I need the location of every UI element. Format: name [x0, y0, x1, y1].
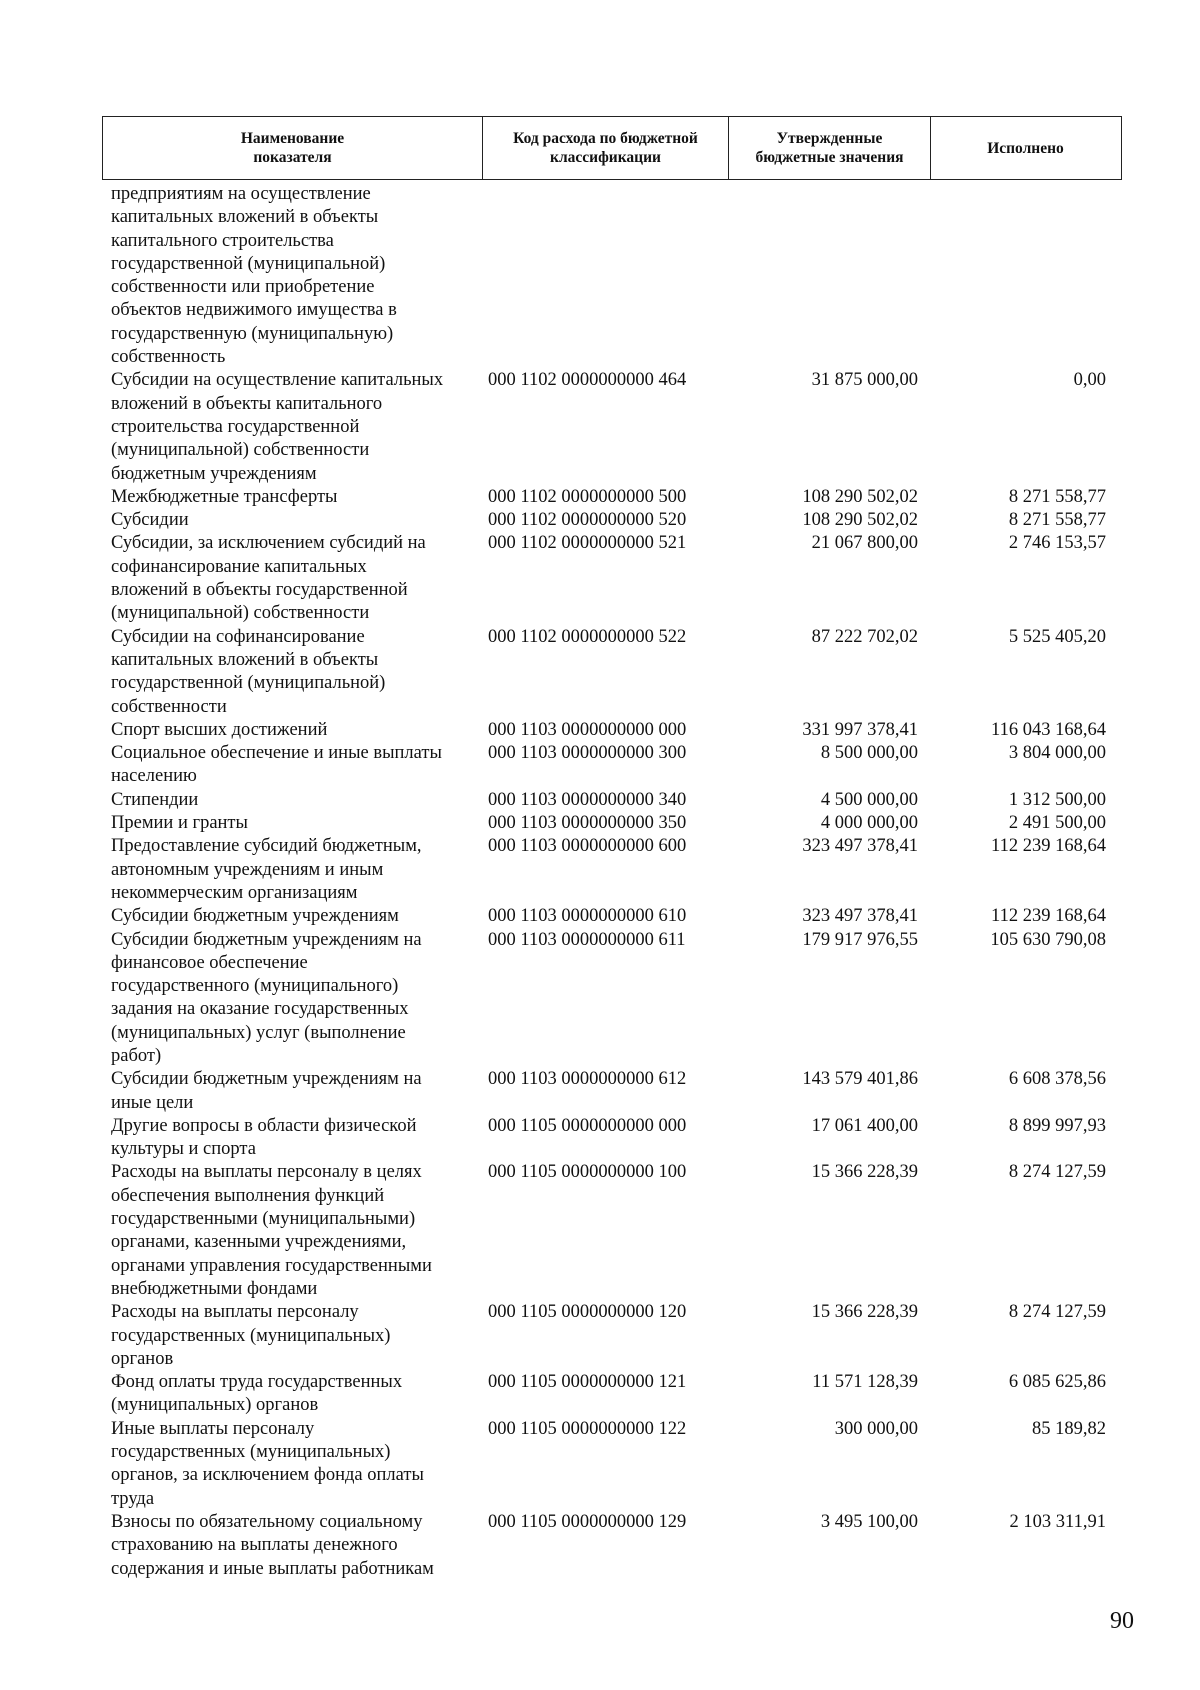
- row-name: Субсидии, за исключением субсидий на софинансирование капитальных вложений в объекты государственной (муниципальной) собственности: [111, 533, 426, 624]
- header-indicator-name: [103, 117, 483, 179]
- row-name: Спорт высших достижений: [111, 719, 328, 740]
- row-executed-value: [918, 183, 1106, 369]
- row-name: Субсидии бюджетным учреждениям на иные цели: [111, 1069, 422, 1113]
- table-row: [111, 719, 1121, 742]
- header-executed: [931, 117, 1120, 179]
- row-approved-value: 87 222 702,02: [811, 626, 918, 647]
- row-approved-value: 331 997 378,41: [802, 719, 918, 740]
- row-approved-value: 11 571 128,39: [812, 1372, 918, 1393]
- row-executed-value: 8 274 127,59: [1008, 1162, 1106, 1183]
- table-row: [111, 1371, 1121, 1418]
- table-row: [111, 1418, 1121, 1511]
- row-approved-value: 323 497 378,41: [802, 906, 918, 927]
- row-executed-value: 8 899 997,93: [1008, 1115, 1106, 1136]
- row-name: предприятиям на осуществление капитальных вложений в объекты капитального строительства государственной (муниципальной) собственности или приобретение объектов недвижимого имущества в государственную (муниципальную) собственность: [111, 184, 397, 368]
- row-budget-code: 000 1105 0000000000 000: [488, 1115, 687, 1136]
- row-approved-value: 31 875 000,00: [811, 370, 918, 391]
- row-budget-code: 000 1103 0000000000 000: [488, 719, 687, 740]
- row-name: Субсидии на софинансирование капитальных вложений в объекты государственной (муниципальной) собственности: [111, 626, 386, 717]
- table-row: [111, 1301, 1121, 1371]
- row-approved-value: 4 000 000,00: [820, 813, 918, 834]
- row-name: Премии и гранты: [111, 813, 248, 834]
- row-budget-code: 000 1102 0000000000 520: [488, 510, 687, 531]
- table-row: [111, 183, 1121, 369]
- row-approved-value: 143 579 401,86: [802, 1069, 918, 1090]
- row-approved-value: 8 500 000,00: [820, 743, 918, 764]
- table-row: [111, 369, 1121, 485]
- table-header: [102, 116, 1122, 180]
- header-approved-values: [729, 117, 931, 179]
- row-executed-value: 85 189,82: [1032, 1418, 1106, 1439]
- row-approved-value: 108 290 502,02: [802, 510, 918, 531]
- table-row: [111, 1068, 1121, 1115]
- header-approved-values-text: Утвержденные бюджетные значения: [755, 130, 904, 166]
- row-name: Расходы на выплаты персоналу государственных (муниципальных) органов: [111, 1302, 391, 1369]
- row-approved-value: 3 495 100,00: [820, 1511, 918, 1532]
- table-row: [111, 1115, 1121, 1162]
- row-executed-value: 1 312 500,00: [1008, 789, 1106, 810]
- row-approved-value: 323 497 378,41: [802, 836, 918, 857]
- row-executed-value: 112 239 168,64: [991, 906, 1106, 927]
- table-row: [111, 835, 1121, 905]
- table-row: [111, 532, 1121, 625]
- row-approved-value: 300 000,00: [834, 1418, 918, 1439]
- table-row: [111, 789, 1121, 812]
- row-budget-code: 000 1102 0000000000 500: [488, 486, 687, 507]
- row-executed-value: 8 274 127,59: [1008, 1302, 1106, 1323]
- row-name: Иные выплаты персоналу государственных (муниципальных) органов, за исключением фонда оплаты труда: [111, 1418, 424, 1509]
- row-executed-value: 2 103 311,91: [1009, 1511, 1106, 1532]
- row-executed-value: 116 043 168,64: [991, 719, 1106, 740]
- row-name: Взносы по обязательному социальному страхованию на выплаты денежного содержания и иные выплаты работникам: [111, 1511, 434, 1579]
- row-name: Предоставление субсидий бюджетным, автономным учреждениям и иным некоммерческим организациям: [111, 836, 422, 903]
- row-budget-code: 000 1102 0000000000 521: [488, 533, 687, 554]
- row-budget-code: 000 1105 0000000000 121: [488, 1372, 687, 1393]
- row-executed-value: 6 608 378,56: [1008, 1069, 1106, 1090]
- row-approved-value: 4 500 000,00: [820, 789, 918, 810]
- header-budget-code: [483, 117, 729, 179]
- row-approved-value: 15 366 228,39: [811, 1162, 918, 1183]
- row-name: Субсидии бюджетным учреждениям: [111, 906, 399, 927]
- row-name: Субсидии: [111, 510, 189, 531]
- row-executed-value: 0,00: [1073, 370, 1106, 391]
- row-budget-code: 000 1105 0000000000 120: [488, 1302, 687, 1323]
- row-name: Расходы на выплаты персоналу в целях обеспечения выполнения функций государственными (муниципальными) органами, казенными учреждениями, органами управления государственными внебюджетными фондами: [111, 1162, 432, 1299]
- row-budget-code: 000 1103 0000000000 600: [488, 836, 687, 857]
- row-executed-value: 2 491 500,00: [1008, 813, 1106, 834]
- row-budget-code: 000 1103 0000000000 340: [488, 789, 687, 810]
- row-executed-value: 6 085 625,86: [1008, 1372, 1106, 1393]
- header-budget-code-text: Код расхода по бюджетной классификации: [513, 130, 698, 166]
- row-approved-value: 179 917 976,55: [802, 929, 918, 950]
- row-approved-value: [728, 183, 918, 369]
- row-name: Межбюджетные трансферты: [111, 486, 338, 507]
- row-name: Фонд оплаты труда государственных (муниципальных) органов: [111, 1372, 403, 1416]
- table-row: [111, 742, 1121, 789]
- table-row: [111, 626, 1121, 719]
- row-name: Стипендии: [111, 789, 199, 810]
- row-name: Субсидии бюджетным учреждениям на финансовое обеспечение государственного (муниципального) задания на оказание государственных (муниципальных) услуг (выполнение работ): [111, 929, 422, 1066]
- table-row: [111, 509, 1121, 532]
- row-executed-value: 105 630 790,08: [990, 929, 1106, 950]
- row-executed-value: 5 525 405,20: [1008, 626, 1106, 647]
- page-number: 90: [1110, 1608, 1134, 1634]
- table-row: [111, 929, 1121, 1069]
- row-executed-value: 8 271 558,77: [1008, 510, 1106, 531]
- row-budget-code: 000 1105 0000000000 100: [488, 1162, 687, 1183]
- row-budget-code: 000 1105 0000000000 122: [488, 1418, 687, 1439]
- table-row: [111, 1161, 1121, 1301]
- row-executed-value: 8 271 558,77: [1008, 486, 1106, 507]
- row-executed-value: 112 239 168,64: [991, 836, 1106, 857]
- table-row: [111, 1511, 1121, 1581]
- table-body: [111, 183, 1121, 1581]
- row-budget-code: 000 1103 0000000000 610: [488, 906, 687, 927]
- row-budget-code: 000 1102 0000000000 464: [488, 370, 687, 391]
- row-name: Субсидии на осуществление капитальных вложений в объекты капитального строительства государственной (муниципальной) собственности бюджетным учреждениям: [111, 370, 444, 484]
- row-budget-code: 000 1103 0000000000 350: [488, 813, 687, 834]
- row-budget-code: [486, 183, 728, 369]
- table-row: [111, 812, 1121, 835]
- row-approved-value: 108 290 502,02: [802, 486, 918, 507]
- row-approved-value: 15 366 228,39: [811, 1302, 918, 1323]
- header-executed-text: Исполнено: [987, 139, 1064, 157]
- row-budget-code: 000 1103 0000000000 300: [488, 743, 687, 764]
- row-budget-code: 000 1102 0000000000 522: [488, 626, 687, 647]
- row-budget-code: 000 1103 0000000000 611: [488, 929, 686, 950]
- row-approved-value: 21 067 800,00: [811, 533, 918, 554]
- row-budget-code: 000 1103 0000000000 612: [488, 1069, 687, 1090]
- row-executed-value: 2 746 153,57: [1008, 533, 1106, 554]
- table-row: [111, 486, 1121, 509]
- row-approved-value: 17 061 400,00: [811, 1115, 918, 1136]
- row-executed-value: 3 804 000,00: [1008, 743, 1106, 764]
- header-indicator-name-text: Наименование показателя: [240, 130, 345, 166]
- row-name: Социальное обеспечение и иные выплаты населению: [111, 743, 442, 787]
- row-budget-code: 000 1105 0000000000 129: [488, 1511, 687, 1532]
- row-name: Другие вопросы в области физической культуры и спорта: [111, 1115, 417, 1160]
- table-row: [111, 905, 1121, 928]
